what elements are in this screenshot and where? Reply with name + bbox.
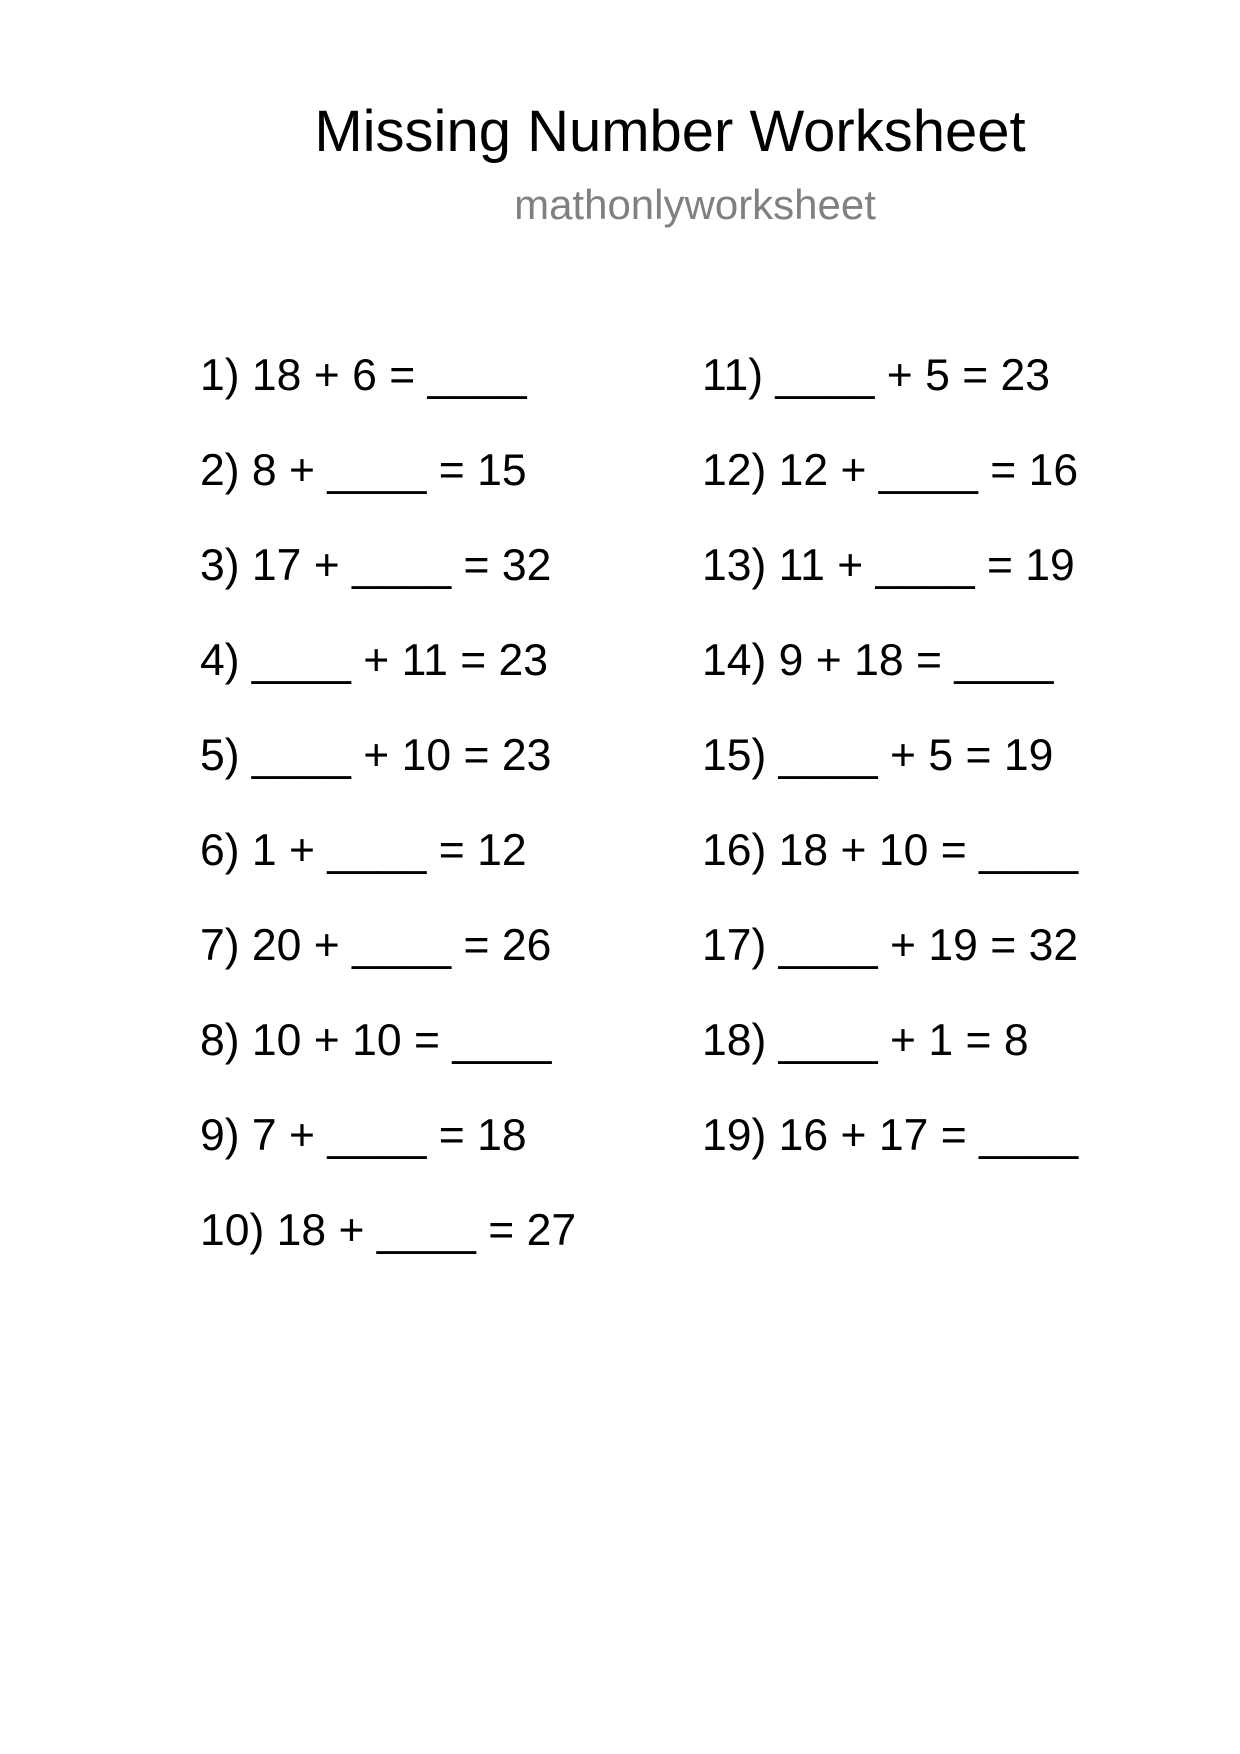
problem-2: 2) 8 + ____ = 15	[200, 446, 527, 495]
problems-right-column	[702, 348, 1078, 1203]
problem-4: 4) ____ + 11 = 23	[200, 636, 549, 685]
problem-18: 18) ____ + 1 = 8	[702, 1016, 1029, 1065]
problem-1: 1) 18 + 6 = ____	[200, 351, 527, 400]
problems-left-column	[200, 348, 576, 1298]
worksheet-title: Missing Number Worksheet	[314, 99, 1026, 164]
problem-13: 13) 11 + ____ = 19	[702, 541, 1075, 590]
worksheet-subtitle: mathonlyworksheet	[514, 181, 876, 228]
problem-7: 7) 20 + ____ = 26	[200, 921, 552, 970]
problem-11: 11) ____ + 5 = 23	[702, 351, 1051, 400]
problem-3: 3) 17 + ____ = 32	[200, 541, 552, 590]
problem-19: 19) 16 + 17 = ____	[702, 1111, 1079, 1160]
problem-10: 10) 18 + ____ = 27	[200, 1206, 577, 1255]
problem-9: 9) 7 + ____ = 18	[200, 1111, 527, 1160]
problem-5: 5) ____ + 10 = 23	[200, 731, 552, 780]
problem-15: 15) ____ + 5 = 19	[702, 731, 1054, 780]
problem-8: 8) 10 + 10 = ____	[200, 1016, 552, 1065]
problem-6: 6) 1 + ____ = 12	[200, 826, 527, 875]
problem-14: 14) 9 + 18 = ____	[702, 636, 1054, 685]
problem-17: 17) ____ + 19 = 32	[702, 921, 1079, 970]
problem-12: 12) 12 + ____ = 16	[702, 446, 1079, 495]
problem-16: 16) 18 + 10 = ____	[702, 826, 1079, 875]
